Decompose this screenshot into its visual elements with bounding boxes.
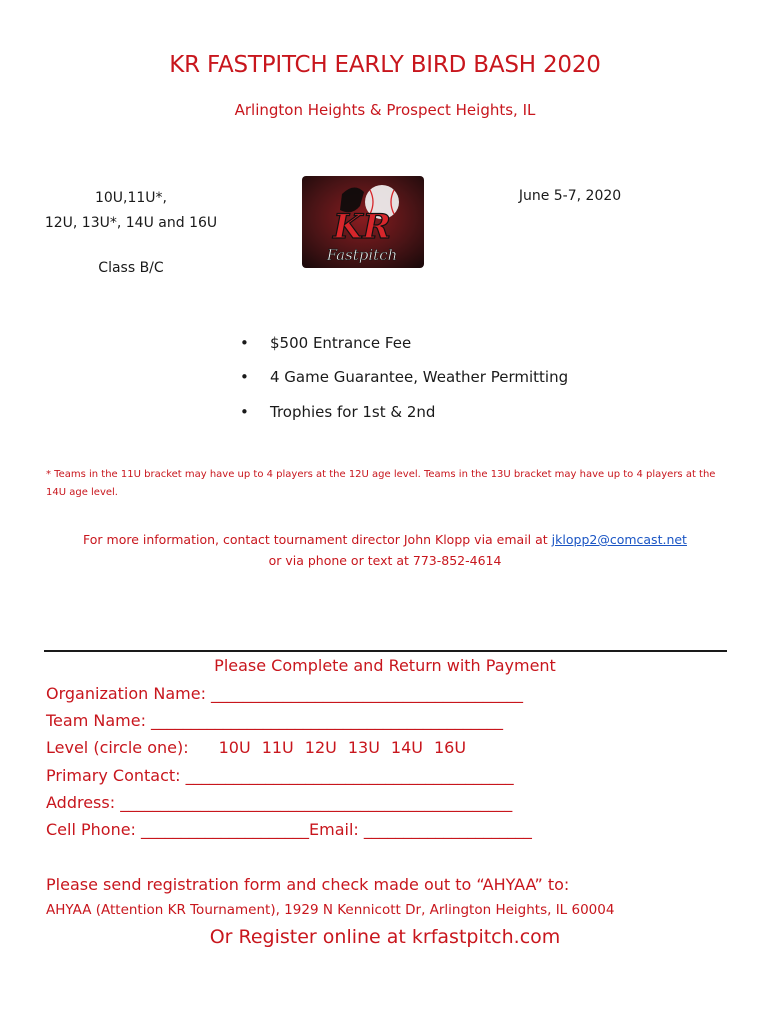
kr-fastpitch-logo: [302, 176, 424, 268]
level-field: [46, 738, 477, 757]
level-option-13u: 13U: [347, 738, 380, 757]
highlight-item: •4 Game Guarantee, Weather Permitting: [240, 368, 568, 386]
level-label: Level (circle one):: [46, 738, 189, 757]
contact-info: [0, 529, 770, 571]
organization-name-field: Organization Name: _______________________________________: [46, 684, 524, 703]
mailing-heading: Please send registration form and check made out to “AHYAA” to:: [46, 875, 570, 894]
class-label: Class B/C: [98, 260, 164, 276]
register-online[interactable]: Or Register online at krfastpitch.com: [209, 926, 561, 948]
email-link[interactable]: jklopp2@comcast.net: [551, 532, 687, 547]
logo-main-text: KR: [333, 207, 391, 247]
level-option-12u: 12U: [304, 738, 337, 757]
level-option-10u: 10U: [218, 738, 251, 757]
divisions-line-2: 12U, 13U*, 14U and 16U: [44, 215, 218, 231]
bullet-icon: [240, 368, 270, 386]
bracket-footnote: * Teams in the 11U bracket may have up to 4 players at the 12U age level. Teams in the 13U bracket may have up to 4 players at the 14U age level.: [46, 469, 716, 498]
highlight-item: •Trophies for 1st & 2nd: [240, 403, 435, 421]
page-title: KR FASTPITCH EARLY BIRD BASH 2020: [169, 52, 601, 78]
cell-phone-field: Cell Phone: _____________________: [46, 820, 310, 839]
logo-script-text: Fastpitch: [326, 246, 398, 264]
address-field: Address: _________________________________________________: [46, 793, 513, 812]
bullet-icon: [240, 403, 270, 421]
form-heading: Please Complete and Return with Payment: [214, 656, 556, 675]
primary-contact-field: Primary Contact: _________________________________________: [46, 766, 514, 785]
divisions-line-1: 10U,11U*,: [94, 190, 168, 206]
email-field: Email: _____________________: [309, 820, 532, 839]
location-subtitle: Arlington Heights & Prospect Heights, IL: [234, 101, 536, 119]
team-name-field: Team Name: ____________________________________________: [46, 711, 504, 730]
highlight-item: •$500 Entrance Fee: [240, 334, 411, 352]
contact-line-2: or via phone or text at 773-852-4614: [268, 553, 502, 568]
level-option-11u: 11U: [261, 738, 294, 757]
age-divisions: [36, 186, 226, 236]
bullet-icon: [240, 334, 270, 352]
event-dates: June 5-7, 2020: [518, 188, 622, 204]
phone-email-field: [46, 820, 532, 839]
level-option-16u: 16U: [434, 738, 467, 757]
section-divider: [44, 650, 727, 652]
mailing-address: AHYAA (Attention KR Tournament), 1929 N Kennicott Dr, Arlington Heights, IL 60004: [46, 902, 615, 918]
contact-line-1: For more information, contact tournament director John Klopp via email at: [83, 532, 552, 547]
level-option-14u: 14U: [390, 738, 423, 757]
